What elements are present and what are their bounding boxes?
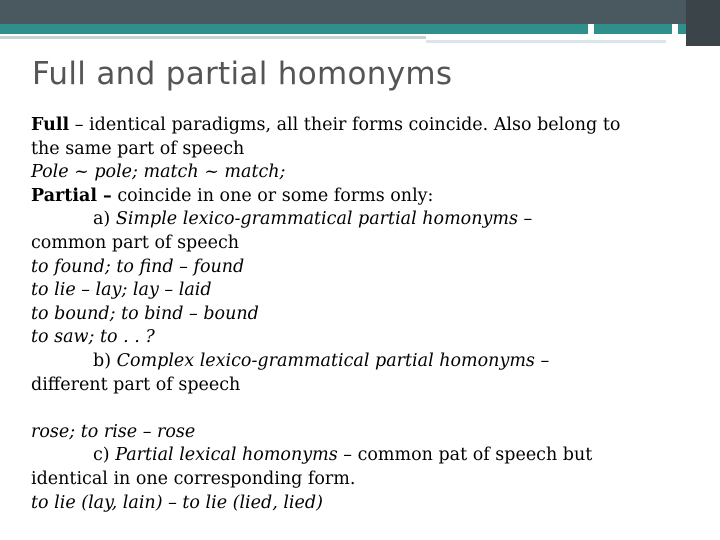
header-right-panel	[686, 0, 720, 46]
body-line: to bound; to bind – bound	[31, 303, 259, 324]
body-line: c) Partial lexical homonyms – common pat of speech but	[93, 445, 593, 466]
header-dark-bar	[0, 0, 720, 24]
body-line: common part of speech	[31, 232, 240, 253]
body-line: different part of speech	[31, 374, 241, 395]
body-line: to lie – lay; lay – laid	[31, 280, 212, 301]
slide-body	[31, 114, 691, 515]
header-underline	[0, 36, 426, 39]
body-line: Pole ~ pole; match ~ match;	[31, 162, 286, 183]
header-underline	[426, 40, 666, 43]
slide-title: Full and partial homonyms	[32, 56, 453, 92]
blank-line	[31, 397, 691, 421]
body-line: to found; to find – found	[31, 256, 245, 277]
header-teal-gap	[588, 24, 594, 34]
header-teal-gap	[672, 24, 678, 34]
body-line: to lie (lay, lain) – to lie (lied, lied)	[31, 492, 323, 513]
body-line: to saw; to . . ?	[31, 327, 155, 348]
header-teal-bar	[0, 24, 720, 34]
body-line: Full – identical paradigms, all their forms coincide. Also belong to	[31, 115, 621, 135]
body-line: identical in one corresponding form.	[31, 468, 356, 489]
body-line: a) Simple lexico-grammatical partial homonyms –	[93, 209, 533, 230]
body-line: b) Complex lexico-grammatical partial homonyms –	[93, 350, 550, 371]
body-line: Partial – coincide in one or some forms only:	[31, 185, 434, 206]
body-line: the same part of speech	[31, 138, 245, 159]
term-full: Full	[31, 115, 70, 135]
term-partial: Partial –	[31, 185, 112, 206]
body-line: rose; to rise – rose	[31, 421, 196, 442]
